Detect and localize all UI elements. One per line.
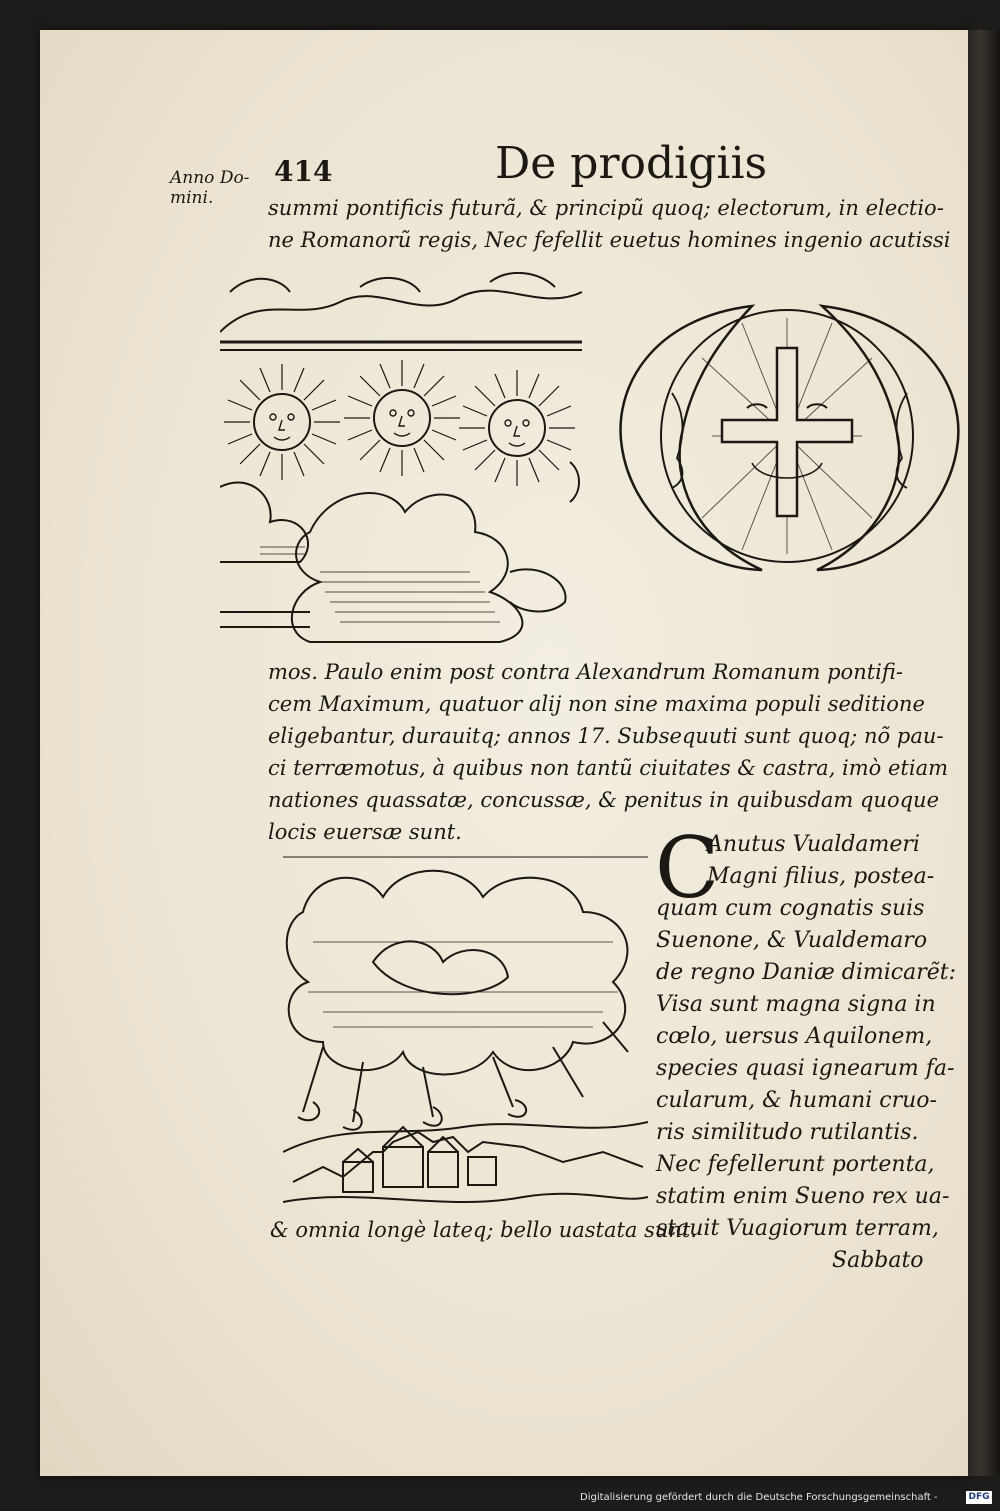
catchword: Sabbato [832,1248,924,1273]
side-text-line: Visa sunt magna signa in [656,992,936,1017]
folio-number: 414 [274,155,333,188]
side-text-line: cœlo, uersus Aquilonem, [656,1024,933,1049]
fiery-clouds-woodcut [283,852,648,1220]
text-line: locis euersæ sunt. [268,820,462,844]
footer-credit: Digitalisierung gefördert durch die Deutsche Forschungsgemeinschaft - [580,1492,938,1503]
side-text-line: Anutus Vualdameri [707,832,920,857]
book-spine [968,30,1000,1476]
margin-note-line: Anno Do- [170,168,250,188]
side-text-line: species quasi ignearum fa- [656,1056,955,1081]
side-text-line: stauit Vuagiorum terram, [656,1216,939,1241]
running-head: De prodigiis [495,138,768,189]
margin-note [170,168,249,208]
side-text-line: Nec fefellerunt portenta, [656,1152,935,1177]
text-line: nationes quassatæ, concussæ, & penitus in quibusdam quoque [268,788,939,812]
side-text-line: quam cum cognatis suis [656,896,925,921]
side-text-line: de regno Daniæ dimicarẽt: [656,960,956,985]
text-line: ci terræmotus, à quibus non tantũ ciuitates & castra, imò etiam [268,756,949,780]
text-line: ne Romanorũ regis, Nec fefellit euetus homines ingenio acutissi [268,228,951,252]
margin-note-line: mini. [170,188,214,208]
crescent-cross-woodcut [612,298,967,576]
drop-capital: C [655,819,720,917]
side-text-line: Suenone, & Vualdemaro [656,928,928,953]
text-line: cem Maximum, quatuor alij non sine maxima populi seditione [268,692,925,716]
three-suns-woodcut [220,272,585,652]
text-line: eligebantur, durauitq; annos 17. Subsequuti sunt quoq; nõ pau- [268,724,944,748]
side-text-line: Magni filius, postea- [707,864,935,889]
side-text-line: ris similitudo rutilantis. [656,1120,919,1145]
dfg-logo: DFG [966,1491,992,1504]
side-text-line: statim enim Sueno rex ua- [656,1184,950,1209]
text-line: mos. Paulo enim post contra Alexandrum Romanum pontifi- [268,660,903,684]
text-line: & omnia longè lateq; bello uastata sunt. [270,1218,698,1242]
side-text-line: cularum, & humani cruo- [656,1088,937,1113]
text-line: summi pontificis futurã, & principũ quoq; electorum, in electio- [268,196,944,220]
